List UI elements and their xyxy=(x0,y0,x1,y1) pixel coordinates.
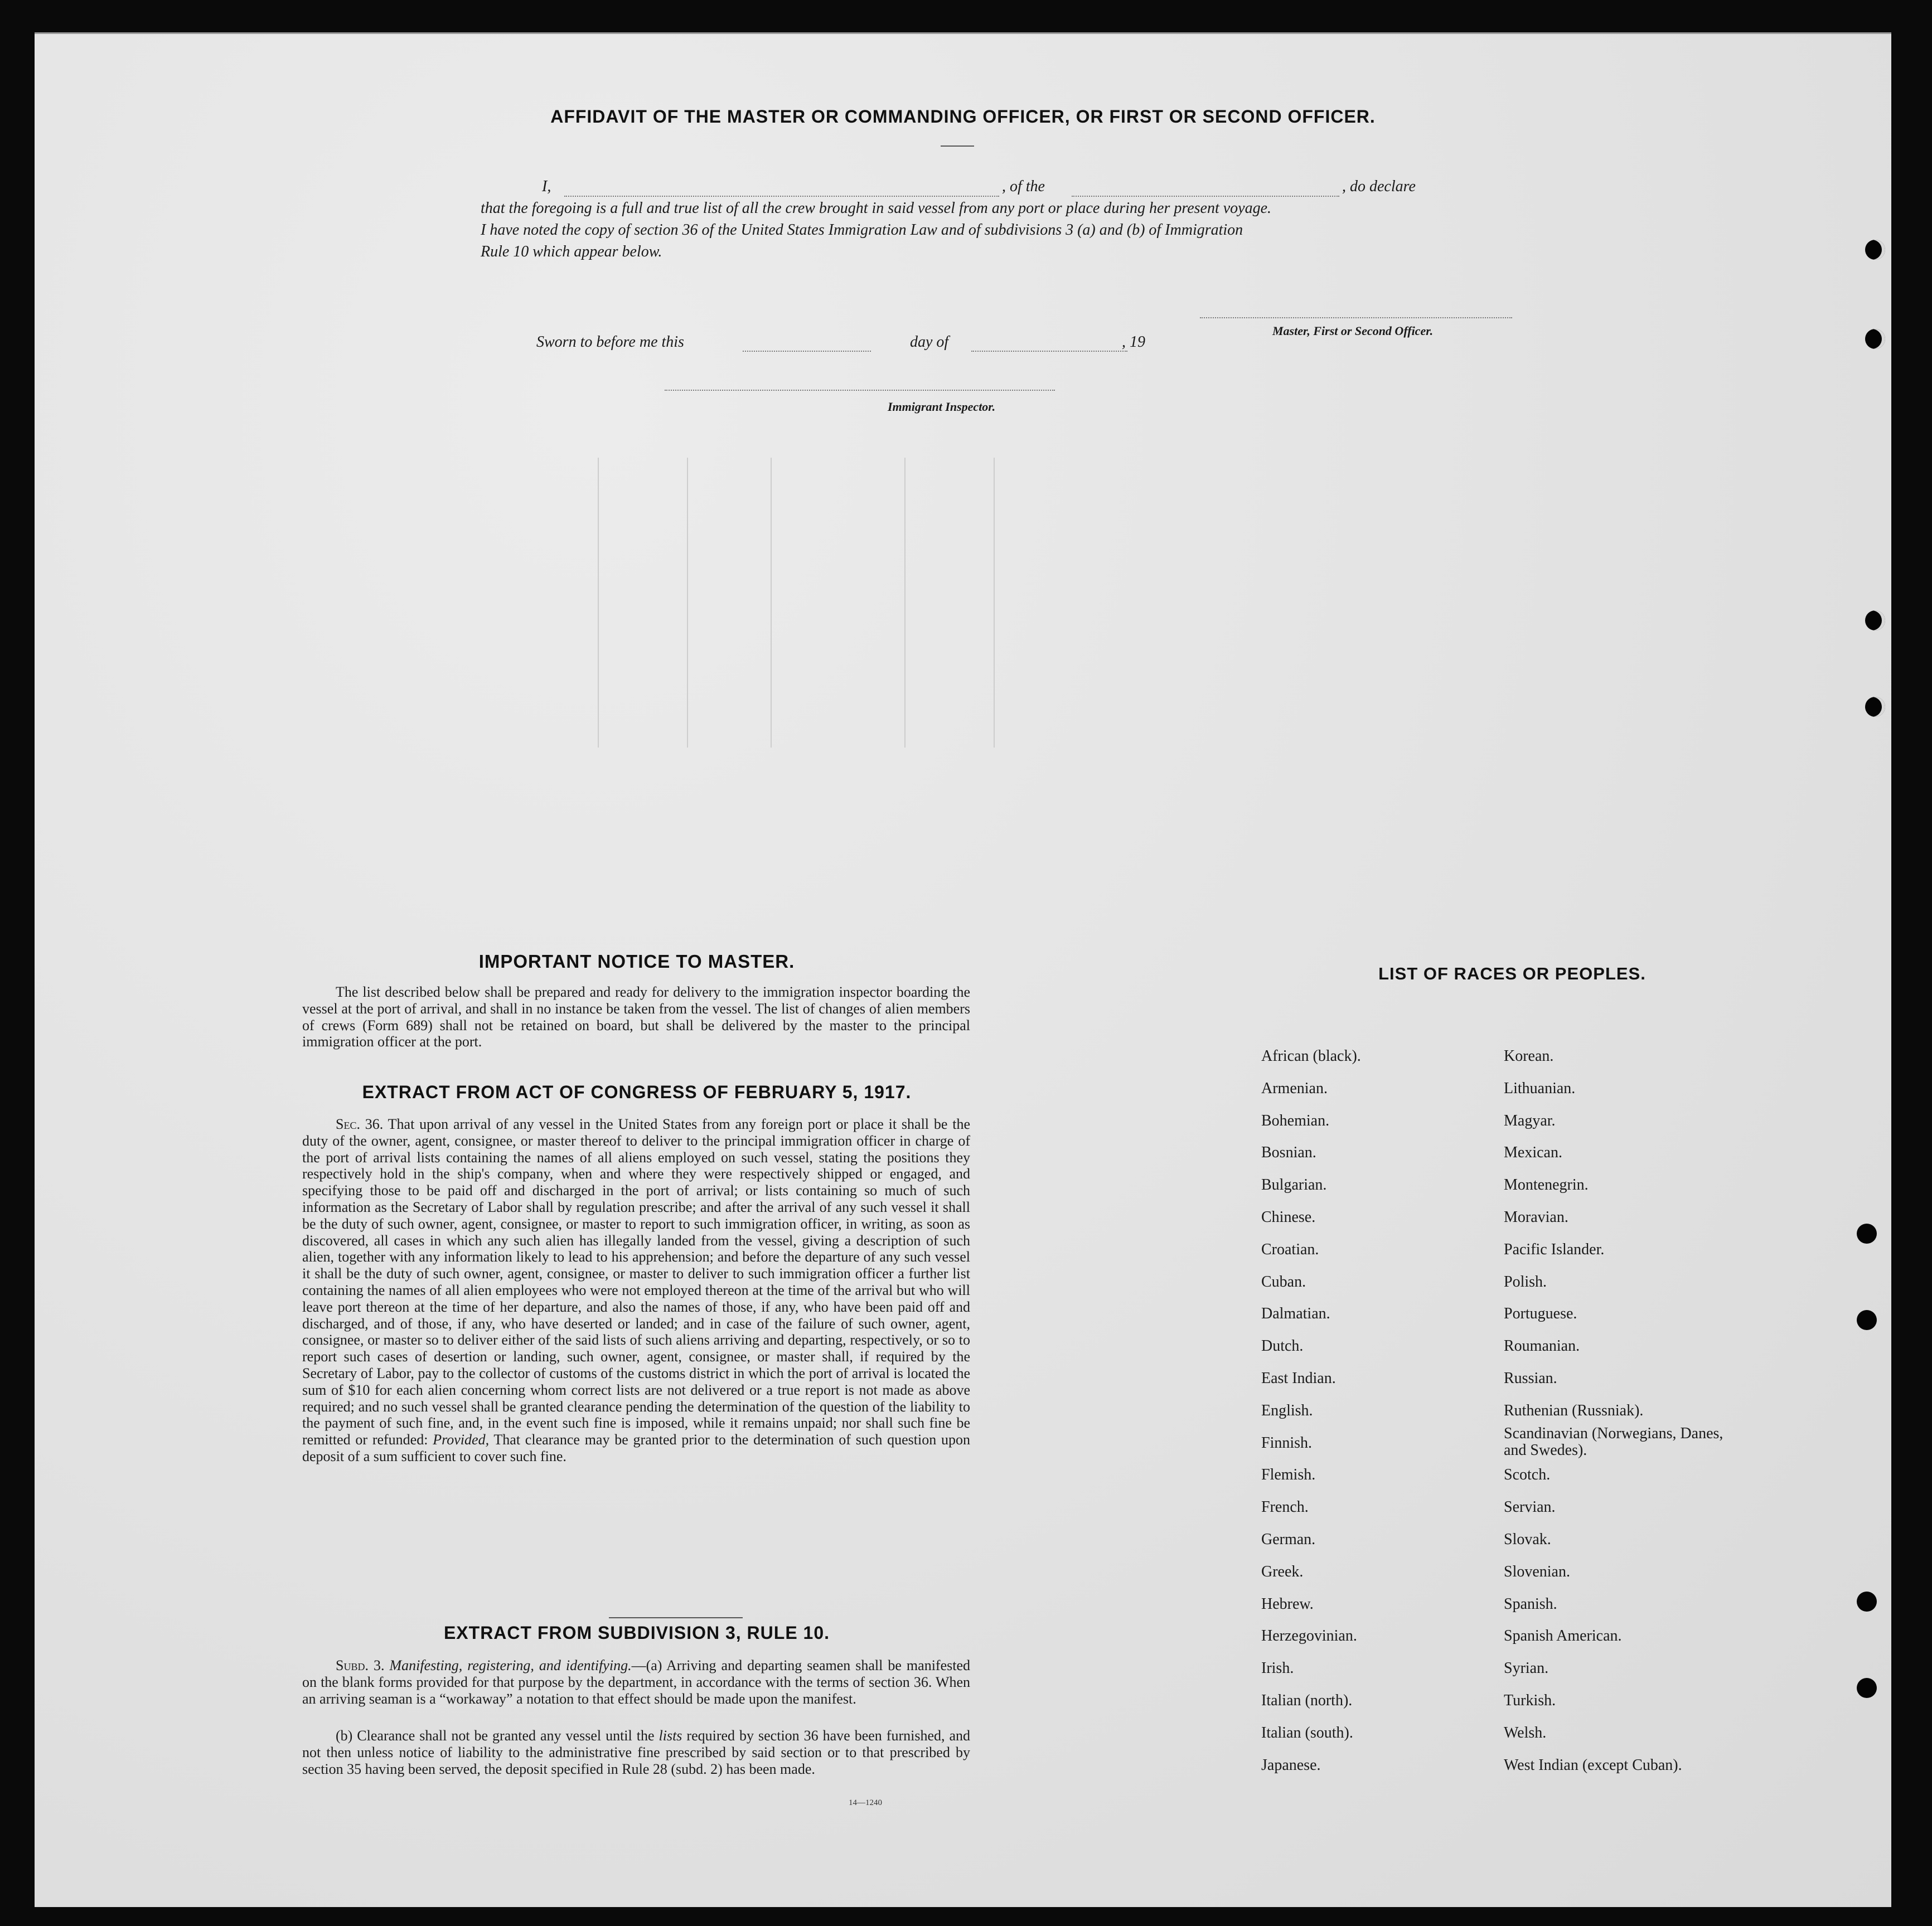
sworn-day-field[interactable] xyxy=(743,351,871,352)
race-item: Scotch. xyxy=(1504,1466,1551,1484)
bleed-through-line xyxy=(687,458,688,748)
race-item: Dalmatian. xyxy=(1261,1305,1330,1323)
subd-label: Subd. 3. xyxy=(336,1657,385,1673)
race-item: Slovenian. xyxy=(1504,1563,1570,1580)
inspector-caption: Immigrant Inspector. xyxy=(888,400,996,414)
race-item: Montenegrin. xyxy=(1504,1176,1589,1194)
form-number: 14—1240 xyxy=(849,1798,882,1807)
extract-act-body xyxy=(302,1116,970,1465)
notice-title: IMPORTANT NOTICE TO MASTER. xyxy=(478,951,795,972)
race-item: Syrian. xyxy=(1504,1660,1549,1677)
race-item: Herzegovinian. xyxy=(1261,1627,1357,1645)
affidavit-of-the-label: , of the xyxy=(1002,178,1045,195)
race-item: Japanese. xyxy=(1261,1756,1321,1774)
race-item: Pacific Islander. xyxy=(1504,1240,1605,1258)
punch-hole xyxy=(1865,329,1885,349)
race-item: Portuguese. xyxy=(1504,1305,1577,1323)
extract-rule-title: EXTRACT FROM SUBDIVISION 3, RULE 10. xyxy=(443,1623,830,1643)
notice-body: The list described below shall be prepared and ready for delivery to the immigration inspector boarding the vessel at the port of arrival, and shall in no instance be taken from the vessel. The list of changes of alien members of crews (Form 689) shall not be retained on board, but shall be delivered by the master to the principal immigration officer at the port. xyxy=(302,984,970,1050)
race-item: Korean. xyxy=(1504,1047,1554,1065)
affidavit-title: AFFIDAVIT OF THE MASTER OR COMMANDING OFFICER, OR FIRST OR SECOND OFFICER. xyxy=(550,106,1376,127)
race-item: Irish. xyxy=(1261,1660,1294,1677)
subd-para-b-lists: lists xyxy=(658,1728,682,1744)
race-item: Roumanian. xyxy=(1504,1337,1580,1355)
punch-hole xyxy=(1865,697,1885,717)
race-item: West Indian (except Cuban). xyxy=(1504,1756,1682,1774)
race-item: Welsh. xyxy=(1504,1724,1547,1741)
race-item: Bulgarian. xyxy=(1261,1176,1327,1194)
race-item: Cuban. xyxy=(1261,1273,1306,1291)
race-item: Moravian. xyxy=(1504,1209,1568,1226)
race-item: French. xyxy=(1261,1498,1309,1516)
sworn-label: Sworn to before me this xyxy=(536,333,684,351)
punch-hole xyxy=(1865,240,1885,260)
subd-para-b-end: required by section 36 have been furnished, and not then unless notice of liability to the administrative fine prescribed by said section or to that prescribed by section 35 having been served, the deposit specified in Rule 28 (subd. 2) has been made. xyxy=(302,1728,971,1777)
inspector-signature-field[interactable] xyxy=(665,390,1055,391)
race-item: Croatian. xyxy=(1261,1240,1319,1258)
punch-hole xyxy=(1857,1592,1877,1612)
subd-para-b-start: (b) Clearance shall not be granted any vessel until the xyxy=(336,1728,655,1744)
race-item: Bohemian. xyxy=(1261,1112,1330,1129)
affidavit-do-declare: , do declare xyxy=(1342,178,1416,195)
race-item: Hebrew. xyxy=(1261,1595,1314,1613)
declarant-name-field[interactable] xyxy=(564,196,999,197)
rule-para-b xyxy=(302,1728,970,1777)
race-item: Italian (south). xyxy=(1261,1724,1353,1741)
race-item: Servian. xyxy=(1504,1498,1556,1516)
race-item: Bosnian. xyxy=(1261,1144,1316,1162)
race-item: Dutch. xyxy=(1261,1337,1304,1355)
race-item: Armenian. xyxy=(1261,1079,1328,1097)
affidavit-i-label: I, xyxy=(542,178,551,195)
race-item: Spanish American. xyxy=(1504,1627,1622,1645)
race-item: Slovak. xyxy=(1504,1531,1551,1548)
race-item: German. xyxy=(1261,1531,1316,1548)
document-page xyxy=(35,32,1891,1907)
vessel-name-field[interactable] xyxy=(1072,196,1339,197)
race-item: Greek. xyxy=(1261,1563,1304,1580)
extract-act-title: EXTRACT FROM ACT OF CONGRESS OF FEBRUARY 5, 1917. xyxy=(362,1082,912,1102)
races-title: LIST OF RACES OR PEOPLES. xyxy=(1378,964,1646,983)
section-label: Sec. 36. xyxy=(336,1116,384,1132)
section-36-text-end: That clearance may be granted prior to the determination of such question upon deposit of a sum sufficient to cover such fine. xyxy=(302,1432,971,1464)
punch-hole xyxy=(1857,1678,1877,1698)
race-item: Chinese. xyxy=(1261,1209,1316,1226)
bleed-through-line xyxy=(598,458,599,748)
subd-para-a-text: —(a) Arriving and departing seamen shall be manifested on the blank forms provided for that purpose by the department, in accordance with the terms of section 36. When an arriving seaman is a “workaway” a notation to that effect should be made upon the manifest. xyxy=(302,1657,970,1707)
day-of-label: day of xyxy=(910,333,949,351)
race-item: English. xyxy=(1261,1401,1313,1419)
provided-label: Provided, xyxy=(433,1432,490,1448)
race-item: Russian. xyxy=(1504,1370,1557,1387)
punch-hole xyxy=(1857,1224,1877,1244)
race-item: Finnish. xyxy=(1261,1434,1313,1452)
section-rule xyxy=(609,1617,743,1618)
race-item: Lithuanian. xyxy=(1504,1079,1576,1097)
bleed-through-line xyxy=(994,458,995,748)
subd-heading: Manifesting, registering, and identifying. xyxy=(389,1657,632,1673)
race-item: African (black). xyxy=(1261,1047,1361,1065)
affidavit-line-2: that the foregoing is a full and true list of all the crew brought in said vessel from any port or place during her present voyage. xyxy=(481,200,1272,217)
bleed-through-line xyxy=(904,458,906,748)
race-item: Mexican. xyxy=(1504,1144,1562,1162)
punch-hole xyxy=(1857,1310,1877,1330)
affidavit-line-3: I have noted the copy of section 36 of the United States Immigration Law and of subdivisions 3 (a) and (b) of Immigration xyxy=(481,221,1243,239)
section-36-text: That upon arrival of any vessel in the United States from any foreign port or place it shall be the duty of the owner, agent, consignee, or master thereof to deliver to the principal immigration officer in charge of the port of arrival lists containing the names of all aliens employed on such vessel, stating the positions they respectively hold in the ship's company, when and where they were respectively shipped or engaged, and specifying those to be paid off and discharged in the port of arrival; or lists containing so much of such information as the Secretary of Labor shall by regulation prescribe; and after the arrival of any such vessel it shall be the duty of such owner, agent, consignee, or master to report to such immigration officer, in writing, as soon as discovered, all cases in which any such alien has illegally landed from the vessel, giving a description of such alien, together with any information likely to lead to his apprehension; and before the departure of any such vessel it shall be the duty of such owner, agent, consignee, or master to deliver to such immigration officer a further list containing the names of all alien employees who were not employed thereon at the time of the arrival but who will leave port thereon at the time of her departure, and also the names of those, if any, who have been paid off and discharged, and of those, if any, who have deserted or landed; and in case of the failure of such owner, agent, consignee, or master so to deliver either of the said lists of such aliens arriving and departing, respectively, or so to report such cases of desertion or landing, such owner, agent, consignee, or master shall, if required by the Secretary of Labor, pay to the collector of customs of the customs district in which the port of arrival is located the sum of $10 for each alien concerning whom correct lists are not delivered or a true report is not made as above required; and no such vessel shall be granted clearance pending the determination of the question of the liability to the payment of such fine, and, in the event such fine is imposed, while it remains unpaid; nor shall such fine be remitted or refunded: xyxy=(302,1116,971,1448)
race-item: Flemish. xyxy=(1261,1466,1316,1484)
affidavit-line-4: Rule 10 which appear below. xyxy=(481,243,662,260)
race-item: Magyar. xyxy=(1504,1112,1556,1129)
punch-hole xyxy=(1865,610,1885,630)
year-label: , 19 xyxy=(1122,333,1145,351)
race-item: Polish. xyxy=(1504,1273,1547,1291)
race-item: East Indian. xyxy=(1261,1370,1336,1387)
master-signature-field[interactable] xyxy=(1200,317,1512,318)
race-item: Italian (north). xyxy=(1261,1692,1353,1709)
rule-para-a xyxy=(302,1657,970,1707)
race-item: Scandinavian (Norwegians, Danes, and Swedes). xyxy=(1504,1424,1723,1459)
title-rule xyxy=(941,145,974,147)
sworn-month-field[interactable] xyxy=(971,351,1127,352)
race-item: Turkish. xyxy=(1504,1692,1556,1709)
bleed-through-line xyxy=(771,458,772,748)
race-item: Spanish. xyxy=(1504,1595,1557,1613)
race-item: Ruthenian (Russniak). xyxy=(1504,1401,1644,1419)
master-signature-caption: Master, First or Second Officer. xyxy=(1272,324,1434,338)
